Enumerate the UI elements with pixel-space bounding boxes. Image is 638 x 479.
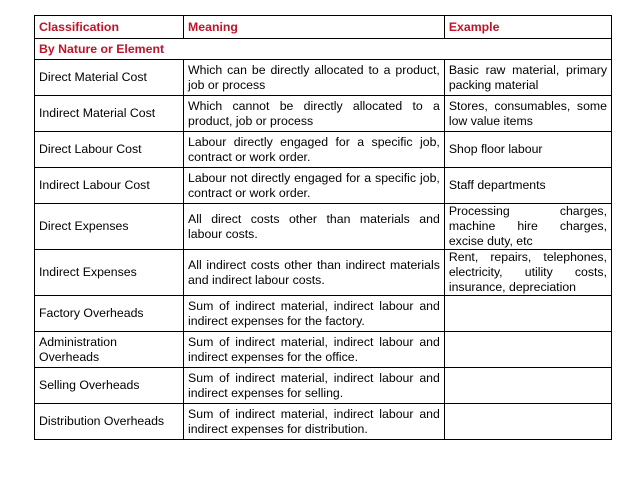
meaning-cell: Which can be directly allocated to a product, job or process bbox=[184, 60, 445, 96]
meaning-cell: Sum of indirect material, indirect labour and indirect expenses for the factory. bbox=[184, 296, 445, 332]
classification-cell: Factory Overheads bbox=[35, 296, 184, 332]
header-meaning: Meaning bbox=[184, 16, 445, 39]
table-row bbox=[35, 404, 612, 440]
table-row bbox=[35, 168, 612, 204]
example-cell: Shop floor labour bbox=[444, 132, 611, 168]
cost-classification-table-wrapper bbox=[34, 15, 612, 440]
example-cell bbox=[444, 332, 611, 368]
meaning-cell: All indirect costs other than indirect materials and indirect labour costs. bbox=[184, 250, 445, 296]
example-cell bbox=[444, 404, 611, 440]
classification-cell: Direct Expenses bbox=[35, 204, 184, 250]
example-cell: Stores, consumables, some low value items bbox=[444, 96, 611, 132]
table-row bbox=[35, 332, 612, 368]
meaning-cell: Labour not directly engaged for a specific job, contract or work order. bbox=[184, 168, 445, 204]
table-row bbox=[35, 132, 612, 168]
classification-cell: Direct Material Cost bbox=[35, 60, 184, 96]
example-cell: Staff departments bbox=[444, 168, 611, 204]
classification-cell: Selling Overheads bbox=[35, 368, 184, 404]
section-row bbox=[35, 39, 612, 60]
section-title: By Nature or Element bbox=[35, 39, 612, 60]
meaning-cell: Which cannot be directly allocated to a product, job or process bbox=[184, 96, 445, 132]
example-cell bbox=[444, 368, 611, 404]
table-row bbox=[35, 296, 612, 332]
classification-cell: Indirect Material Cost bbox=[35, 96, 184, 132]
header-classification: Classification bbox=[35, 16, 184, 39]
table-row bbox=[35, 60, 612, 96]
classification-cell: Direct Labour Cost bbox=[35, 132, 184, 168]
table-row bbox=[35, 96, 612, 132]
classification-cell: Indirect Expenses bbox=[35, 250, 184, 296]
classification-cell: Administration Overheads bbox=[35, 332, 184, 368]
meaning-cell: All direct costs other than materials and labour costs. bbox=[184, 204, 445, 250]
classification-cell: Distribution Overheads bbox=[35, 404, 184, 440]
meaning-cell: Sum of indirect material, indirect labour and indirect expenses for the office. bbox=[184, 332, 445, 368]
header-row bbox=[35, 16, 612, 39]
classification-cell: Indirect Labour Cost bbox=[35, 168, 184, 204]
example-cell bbox=[444, 296, 611, 332]
example-cell: Processing charges, machine hire charges, excise duty, etc bbox=[444, 204, 611, 250]
example-cell: Basic raw material, primary packing material bbox=[444, 60, 611, 96]
meaning-cell: Sum of indirect material, indirect labour and indirect expenses for selling. bbox=[184, 368, 445, 404]
table-row bbox=[35, 368, 612, 404]
example-cell: Rent, repairs, telephones, electricity, utility costs, insurance, depreciation bbox=[444, 250, 611, 296]
meaning-cell: Labour directly engaged for a specific job, contract or work order. bbox=[184, 132, 445, 168]
table-row bbox=[35, 204, 612, 250]
meaning-cell: Sum of indirect material, indirect labour and indirect expenses for distribution. bbox=[184, 404, 445, 440]
header-example: Example bbox=[444, 16, 611, 39]
table-row bbox=[35, 250, 612, 296]
cost-classification-table bbox=[34, 15, 612, 440]
